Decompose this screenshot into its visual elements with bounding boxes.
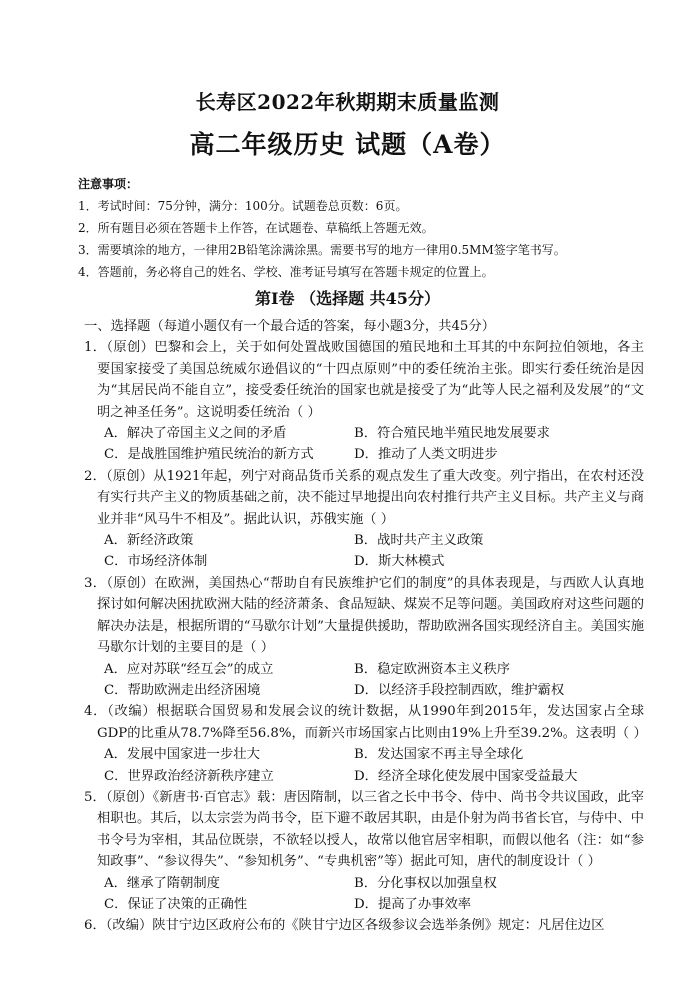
question-6 xyxy=(84,915,644,936)
option-b: B．分化事权以加强皇权 xyxy=(354,875,497,891)
question-1 xyxy=(84,337,644,465)
notes-item: 4．答题前，务必将自己的姓名、学校、准考证号填写在答题卡规定的位置上。 xyxy=(78,265,494,279)
question-stem: 5．（原创）《新唐书·百官志》载：唐因隋制，以三省之长中书令、侍中、尚书令共议国政，此宰相职也。其后，以太宗尝为尚书令，臣下避不敢居其职，由是仆射为尚书省长官，与侍中、中书令号为宰相，其品位既崇，不欲轻以授人，故常以他官居宰相职，而假以他名（注：如“参知政事”、“参议得失”、“参知机务”、“专典机密”等）据此可知，唐代的制度设计（ ） xyxy=(84,789,644,870)
notes-block xyxy=(78,173,638,283)
exam-subtitle: 高二年级历史 试题（A卷） xyxy=(189,130,506,159)
question-stem: 6．（改编）陕甘宁边区政府公布的《陕甘宁边区各级参议会选举条例》规定：凡居住边区 xyxy=(84,918,605,934)
option-d: D．经济全球化使发展中国家受益最大 xyxy=(354,768,578,784)
question-stem: 4．（改编）根据联合国贸易和发展会议的统计数据，从1990年到2015年，发达国家占全球GDP的比重从78.7%降至56.8%，而新兴市场国家占比则由19%上升至39.2%。这表明（ ） xyxy=(84,704,647,741)
question-stem: 3．（原创）在欧洲，美国热心“帮助自有民族维护它们的制度”的具体表现是，与西欧人认真地探讨如何解决困扰欧洲大陆的经济萧条、食品短缺、煤炭不足等问题。美国政府对这些问题的解决办法是，根据所谓的“马歇尔计划”大量提供援助，帮助欧洲各国实现经济自主。美国实施马歇尔计划的主要目的是（ ） xyxy=(84,575,644,656)
option-a: A．解决了帝国主义之间的矛盾 xyxy=(104,426,287,442)
option-a: A．应对苏联“经互会”的成立 xyxy=(104,661,274,677)
option-c: C．保证了决策的正确性 xyxy=(104,896,248,912)
option-d: D．提高了办事效率 xyxy=(354,896,472,912)
questions-body xyxy=(84,316,647,937)
question-3 xyxy=(84,573,644,701)
question-4 xyxy=(84,701,647,787)
section-instruction: 一、选择题（每道小题仅有一个最合适的答案，每小题3分，共45分） xyxy=(84,319,495,334)
option-b: B．发达国家不再主导全球化 xyxy=(354,747,524,763)
option-d: D．斯大林模式 xyxy=(354,554,445,570)
question-options xyxy=(84,744,644,787)
section-title: 第Ⅰ卷 （选择题 共45分） xyxy=(255,289,440,308)
option-b: B．战时共产主义政策 xyxy=(354,533,484,549)
question-stem: 1．（原创）巴黎和会上，关于如何处置战败国德国的殖民地和土耳其的中东阿拉伯领地，各主要国家接受了美国总统威尔逊倡议的“十四点原则”中的委任统治主张。即实行委任统治是因为“其居民尚不能自立”，接受委任统治的国家也就是接受了为“此等人民之福利及发展”的“文明之神圣任务”。这说明委任统治（ ） xyxy=(84,340,644,420)
exam-title: 长寿区2022年秋期期末质量监测 xyxy=(195,90,500,114)
option-a: A．新经济政策 xyxy=(104,533,194,549)
notes-item: 1．考试时间：75分钟，满分：100分。试题卷总页数：6页。 xyxy=(78,199,408,213)
question-options xyxy=(84,530,644,573)
question-2 xyxy=(84,466,644,573)
notes-heading: 注意事项： xyxy=(78,177,139,191)
option-b: B．稳定欧洲资本主义秩序 xyxy=(354,661,511,677)
option-d: D．推动了人类文明进步 xyxy=(354,447,498,463)
option-a: A．继承了隋朝制度 xyxy=(104,875,220,891)
notes-item: 2．所有题目必须在答题卡上作答，在试题卷、草稿纸上答题无效。 xyxy=(78,221,434,235)
notes-item: 3．需要填涂的地方，一律用2B铅笔涂满涂黑。需要书写的地方一律用0.5MM签字笔书写。 xyxy=(78,243,566,257)
option-c: C．世界政治经济新秩序建立 xyxy=(104,768,274,784)
question-stem: 2．（原创）从1921年起，列宁对商品货币关系的观点发生了重大改变。列宁指出，在农村还没有实行共产主义的物质基础之前，决不能过早地提出向农村推行共产主义目标。共产主义与商业并非“风马牛不相及”。据此认识，苏俄实施（ ） xyxy=(84,468,644,527)
option-c: C．是战胜国维护殖民统治的新方式 xyxy=(104,447,314,463)
option-c: C．帮助欧洲走出经济困境 xyxy=(104,682,261,698)
option-d: D．以经济手段控制西欧，维护霸权 xyxy=(354,682,565,698)
option-a: A．发展中国家进一步壮大 xyxy=(104,747,260,763)
option-c: C．市场经济体制 xyxy=(104,554,208,570)
question-5 xyxy=(84,787,644,915)
option-b: B．符合殖民地半殖民地发展要求 xyxy=(354,426,550,442)
question-options xyxy=(84,423,644,466)
question-options xyxy=(84,873,644,916)
question-options xyxy=(84,659,644,702)
